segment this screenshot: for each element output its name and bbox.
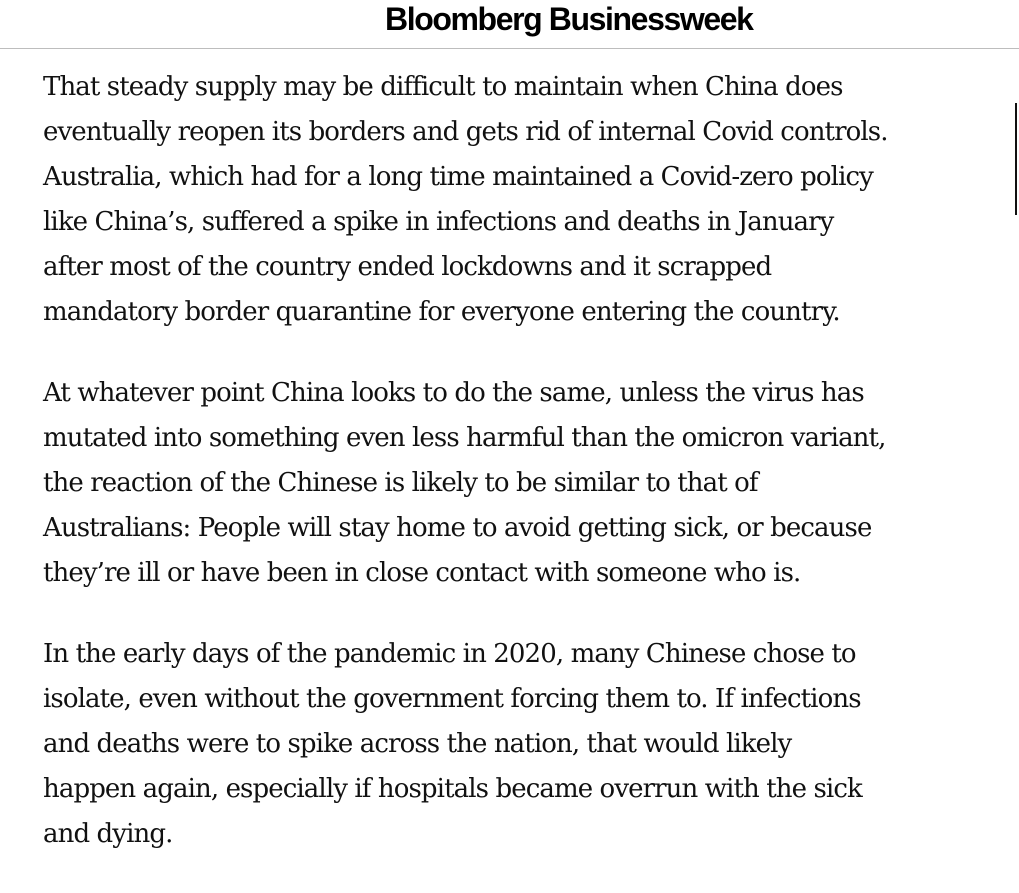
text-line: In the early days of the pandemic in 2020, many Chinese chose to <box>43 639 856 669</box>
article-body <box>43 65 1003 893</box>
text-line: the reaction of the Chinese is likely to be similar to that of <box>43 468 758 498</box>
text-line: That steady supply may be difficult to maintain when China does <box>43 72 843 102</box>
article-paragraph-3 <box>43 632 1003 857</box>
text-line: and deaths were to spike across the nation, that would likely <box>43 729 792 759</box>
text-line: At whatever point China looks to do the same, unless the virus has <box>43 378 864 408</box>
text-line: and dying. <box>43 819 173 849</box>
publication-logo[interactable]: Bloomberg Businessweek <box>385 1 753 37</box>
article-paragraph-1 <box>43 65 1003 335</box>
text-line: mandatory border quarantine for everyone entering the country. <box>43 297 840 327</box>
text-line: isolate, even without the government forcing them to. If infections <box>43 684 861 714</box>
text-line: happen again, especially if hospitals became overrun with the sick <box>43 774 862 804</box>
scrollbar-thumb[interactable] <box>1015 103 1017 215</box>
masthead <box>0 0 1019 49</box>
text-line: after most of the country ended lockdowns and it scrapped <box>43 252 772 282</box>
text-line: Australia, which had for a long time maintained a Covid-zero policy <box>43 162 873 192</box>
text-line: they’re ill or have been in close contact with someone who is. <box>43 558 801 588</box>
text-line: eventually reopen its borders and gets rid of internal Covid controls. <box>43 117 888 147</box>
text-line: mutated into something even less harmful than the omicron variant, <box>43 423 886 453</box>
article-paragraph-2 <box>43 371 1003 596</box>
text-line: like China’s, suffered a spike in infections and deaths in January <box>43 207 834 237</box>
text-line: Australians: People will stay home to avoid getting sick, or because <box>43 513 872 543</box>
